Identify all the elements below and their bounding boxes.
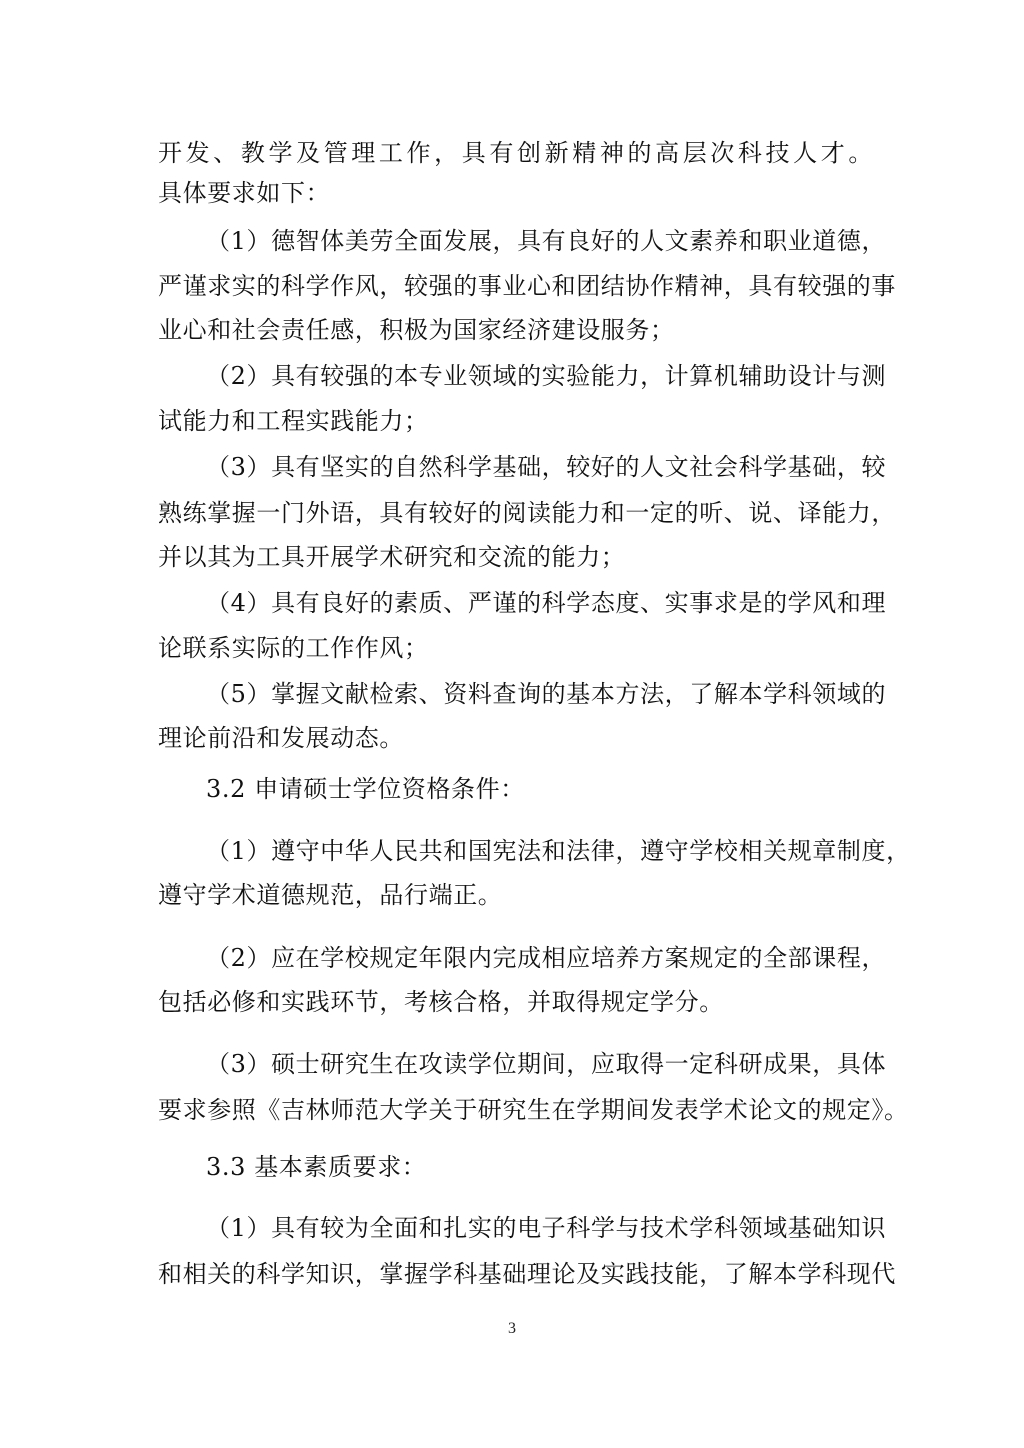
condition-1-line: 遵守学术道德规范，品行端正。 [158, 881, 503, 909]
body-text-line: 开发、教学及管理工作，具有创新精神的高层次科技人才。 [158, 139, 873, 167]
requirement-1-line: 业心和社会责任感，积极为国家经济建设服务； [158, 316, 675, 344]
quality-1-line: （1）具有较为全面和扎实的电子科学与技术学科领域基础知识 [206, 1214, 887, 1242]
body-text-line: 具体要求如下： [158, 179, 331, 207]
requirement-2-line: （2）具有较强的本专业领域的实验能力，计算机辅助设计与测 [206, 362, 887, 390]
page-number: 3 [508, 1320, 516, 1337]
requirement-1-line: 严谨求实的科学作风，较强的事业心和团结协作精神，具有较强的事 [158, 272, 896, 300]
section-heading-3-2: 3.2 申请硕士学位资格条件： [206, 775, 525, 803]
condition-3-line: （3）硕士研究生在攻读学位期间，应取得一定科研成果，具体 [206, 1050, 887, 1078]
requirement-3-line: （3）具有坚实的自然科学基础，较好的人文社会科学基础，较 [206, 453, 887, 481]
condition-3-line: 要求参照《吉林师范大学关于研究生在学期间发表学术论文的规定》。 [158, 1096, 909, 1124]
requirement-4-line: 论联系实际的工作作风； [158, 634, 429, 662]
requirement-5-line: 理论前沿和发展动态。 [158, 724, 404, 752]
condition-2-line: （2）应在学校规定年限内完成相应培养方案规定的全部课程， [206, 944, 887, 972]
requirement-3-line: 并以其为工具开展学术研究和交流的能力； [158, 543, 626, 571]
requirement-1-line: （1）德智体美劳全面发展，具有良好的人文素养和职业道德， [206, 227, 887, 255]
requirement-3-line: 熟练掌握一门外语，具有较好的阅读能力和一定的听、说、译能力， [158, 499, 896, 527]
condition-2-line: 包括必修和实践环节，考核合格，并取得规定学分。 [158, 988, 724, 1016]
condition-1-line: （1）遵守中华人民共和国宪法和法律，遵守学校相关规章制度， [206, 837, 911, 865]
requirement-4-line: （4）具有良好的素质、严谨的科学态度、实事求是的学风和理 [206, 589, 887, 617]
requirement-2-line: 试能力和工程实践能力； [158, 407, 429, 435]
requirement-5-line: （5）掌握文献检索、资料查询的基本方法，了解本学科领域的 [206, 680, 887, 708]
section-heading-3-3: 3.3 基本素质要求： [206, 1153, 427, 1181]
quality-1-line: 和相关的科学知识，掌握学科基础理论及实践技能，了解本学科现代 [158, 1260, 896, 1288]
